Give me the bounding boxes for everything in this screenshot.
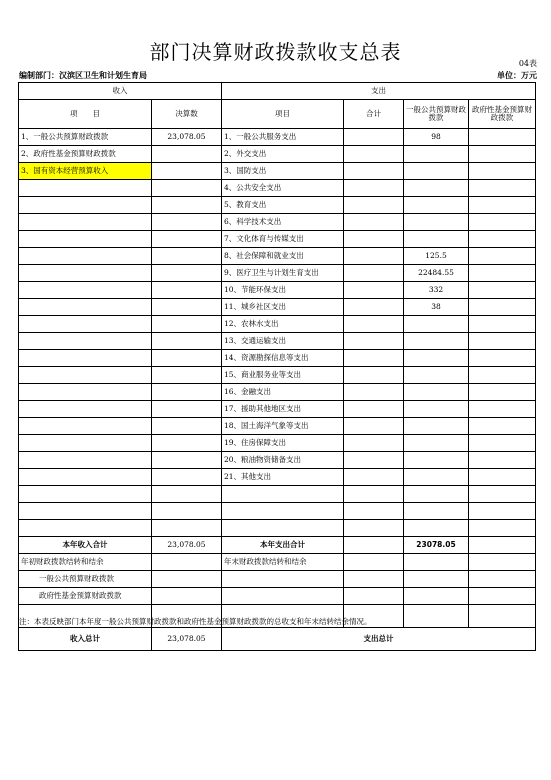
table-row (19, 350, 536, 367)
year-expense-fund (469, 537, 536, 554)
expense-item: 19、住房保障支出 (222, 435, 344, 452)
empty-cell (19, 231, 152, 248)
table-row (19, 316, 536, 333)
expense-item: 8、社会保障和就业支出 (222, 248, 344, 265)
column-header-row (19, 100, 536, 129)
empty-cell (344, 486, 404, 503)
empty-cell (469, 129, 536, 146)
table-row (19, 384, 536, 401)
empty-cell (19, 265, 152, 282)
empty-cell (19, 503, 152, 520)
empty-cell (344, 452, 404, 469)
expense-item: 15、商业服务业等支出 (222, 367, 344, 384)
empty-cell (152, 418, 222, 435)
expense-general-amount: 98 (404, 129, 469, 146)
empty-cell (19, 350, 152, 367)
table-row (19, 180, 536, 197)
empty-cell (344, 129, 404, 146)
expense-general-amount (404, 197, 469, 214)
empty-cell (404, 571, 469, 588)
table-number: 04表 (518, 59, 537, 68)
empty-cell (469, 418, 536, 435)
empty-cell (19, 214, 152, 231)
expense-general-amount: 38 (404, 299, 469, 316)
empty-cell (344, 503, 404, 520)
income-amount: 23,078.05 (152, 129, 222, 146)
empty-cell (152, 197, 222, 214)
empty-cell (344, 231, 404, 248)
empty-cell (469, 180, 536, 197)
empty-cell (19, 197, 152, 214)
income-total-label: 收入总计 (19, 628, 152, 651)
empty-cell (469, 435, 536, 452)
empty-cell (19, 333, 152, 350)
expense-general-amount (404, 333, 469, 350)
empty-cell (19, 469, 152, 486)
empty-cell (469, 282, 536, 299)
table-row (19, 146, 536, 163)
empty-cell (19, 299, 152, 316)
empty-cell (344, 197, 404, 214)
income-amount (152, 146, 222, 163)
empty-cell (344, 316, 404, 333)
empty-cell (469, 554, 536, 571)
expense-general-amount (404, 146, 469, 163)
empty-cell (152, 503, 222, 520)
empty-cell (152, 401, 222, 418)
empty-cell (152, 486, 222, 503)
empty-cell (152, 435, 222, 452)
expense-general-amount: 332 (404, 282, 469, 299)
empty-cell (469, 231, 536, 248)
table-row (19, 418, 536, 435)
empty-cell (344, 146, 404, 163)
expense-general-amount (404, 316, 469, 333)
expense-item: 5、教育支出 (222, 197, 344, 214)
empty-cell (469, 503, 536, 520)
expense-general-amount (404, 435, 469, 452)
empty-cell (469, 299, 536, 316)
expense-item: 14、资源勘探信息等支出 (222, 350, 344, 367)
table-row (19, 129, 536, 146)
empty-cell (469, 367, 536, 384)
empty-cell (344, 333, 404, 350)
empty-cell (152, 282, 222, 299)
empty-cell (344, 554, 404, 571)
empty-cell (469, 605, 536, 628)
empty-cell (19, 282, 152, 299)
expense-item: 12、农林水支出 (222, 316, 344, 333)
expense-general-amount (404, 452, 469, 469)
sub1-label: 一般公共预算财政拨款 (19, 571, 152, 588)
empty-cell (152, 333, 222, 350)
empty-cell (344, 571, 404, 588)
expense-general-amount (404, 180, 469, 197)
empty-cell (469, 520, 536, 537)
empty-cell (469, 384, 536, 401)
col-total: 合计 (344, 100, 404, 129)
empty-cell (344, 350, 404, 367)
table-row (19, 282, 536, 299)
expense-item: 21、其他支出 (222, 469, 344, 486)
empty-cell (19, 316, 152, 333)
expense-item: 17、援助其他地区支出 (222, 401, 344, 418)
empty-cell (404, 605, 469, 628)
table-row (19, 520, 536, 537)
grand-total-row (19, 628, 536, 651)
empty-cell (344, 180, 404, 197)
empty-cell (19, 435, 152, 452)
empty-cell (344, 214, 404, 231)
expense-header: 支出 (222, 83, 536, 100)
empty-cell (344, 163, 404, 180)
empty-cell (469, 316, 536, 333)
col-general: 一般公共预算财政拨款 (404, 100, 469, 129)
sub1-row (19, 571, 536, 588)
expense-general-amount (404, 469, 469, 486)
sub2-row (19, 588, 536, 605)
empty-cell (469, 248, 536, 265)
empty-cell (152, 214, 222, 231)
empty-cell (344, 418, 404, 435)
expense-item: 13、交通运输支出 (222, 333, 344, 350)
empty-cell (469, 588, 536, 605)
empty-cell (469, 571, 536, 588)
income-total-value: 23,078.05 (152, 628, 222, 651)
table-row (19, 248, 536, 265)
empty-cell (344, 435, 404, 452)
empty-cell (469, 350, 536, 367)
empty-cell (404, 503, 469, 520)
table-row (19, 333, 536, 350)
expense-item: 20、粮油物资储备支出 (222, 452, 344, 469)
table-row (19, 265, 536, 282)
expense-item: 16、金融支出 (222, 384, 344, 401)
empty-cell (19, 367, 152, 384)
table-row (19, 231, 536, 248)
expense-item: 3、国防支出 (222, 163, 344, 180)
expense-general-amount (404, 367, 469, 384)
department-label: 编制部门：汉滨区卫生和计划生育局 (19, 71, 147, 80)
col-fund: 政府性基金预算财政拨款 (469, 100, 536, 129)
expense-general-amount: 22484.55 (404, 265, 469, 282)
empty-cell (404, 486, 469, 503)
expense-item: 7、文化体育与传媒支出 (222, 231, 344, 248)
empty-cell (344, 265, 404, 282)
year-total-row (19, 537, 536, 554)
empty-cell (19, 401, 152, 418)
income-amount (152, 163, 222, 180)
table-row (19, 486, 536, 503)
table-row (19, 435, 536, 452)
empty-cell (19, 520, 152, 537)
empty-cell (152, 231, 222, 248)
empty-cell (344, 299, 404, 316)
income-item: 2、政府性基金预算财政拨款 (19, 146, 152, 163)
empty-cell (344, 588, 404, 605)
empty-cell (152, 452, 222, 469)
empty-cell (404, 520, 469, 537)
table-row (19, 367, 536, 384)
table-row (19, 503, 536, 520)
empty-cell (344, 384, 404, 401)
expense-general-amount (404, 350, 469, 367)
expense-general-amount (404, 384, 469, 401)
expense-general-amount (404, 163, 469, 180)
expense-item: 2、外交支出 (222, 146, 344, 163)
empty-cell (469, 265, 536, 282)
empty-cell (404, 588, 469, 605)
empty-cell (222, 503, 344, 520)
expense-general-amount: 125.5 (404, 248, 469, 265)
empty-cell (19, 486, 152, 503)
table-row (19, 214, 536, 231)
empty-cell (222, 571, 344, 588)
income-item: 3、国有资本经营预算收入 (19, 163, 152, 180)
begin-balance-label: 年初财政拨款结转和结余 (19, 554, 152, 571)
empty-cell (19, 248, 152, 265)
expense-item: 4、公共安全支出 (222, 180, 344, 197)
year-income-label: 本年收入合计 (19, 537, 152, 554)
expense-item: 18、国土海洋气象等支出 (222, 418, 344, 435)
empty-cell (152, 180, 222, 197)
table-row (19, 163, 536, 180)
year-income-value: 23,078.05 (152, 537, 222, 554)
expense-item: 10、节能环保支出 (222, 282, 344, 299)
empty-cell (344, 367, 404, 384)
empty-cell (469, 163, 536, 180)
expense-total-label: 支出总计 (222, 628, 536, 651)
year-expense-general: 23078.05 (404, 537, 469, 554)
table-row (19, 197, 536, 214)
empty-cell (152, 299, 222, 316)
budget-table (18, 82, 536, 651)
expense-general-amount (404, 214, 469, 231)
empty-cell (469, 146, 536, 163)
page-title: 部门决算财政拨款收支总表 (149, 40, 402, 64)
expense-general-amount (404, 231, 469, 248)
income-item: 1、一般公共预算财政拨款 (19, 129, 152, 146)
empty-cell (222, 588, 344, 605)
empty-cell (344, 401, 404, 418)
expense-item: 1、一般公共服务支出 (222, 129, 344, 146)
empty-cell (344, 520, 404, 537)
empty-cell (469, 197, 536, 214)
section-header-row (19, 83, 536, 100)
empty-cell (152, 265, 222, 282)
expense-item: 6、科学技术支出 (222, 214, 344, 231)
empty-cell (469, 452, 536, 469)
empty-cell (469, 333, 536, 350)
empty-cell (19, 384, 152, 401)
year-expense-label: 本年支出合计 (222, 537, 344, 554)
balance-row (19, 554, 536, 571)
expense-item: 9、医疗卫生与计划生育支出 (222, 265, 344, 282)
begin-balance-value (152, 554, 222, 571)
sub2-label: 政府性基金预算财政拨款 (19, 588, 152, 605)
col-exp-item: 项目 (222, 100, 344, 129)
year-expense-total (344, 537, 404, 554)
table-row (19, 401, 536, 418)
empty-cell (469, 214, 536, 231)
expense-item: 11、城乡社区支出 (222, 299, 344, 316)
empty-cell (19, 418, 152, 435)
table-row (19, 299, 536, 316)
table-row (19, 469, 536, 486)
col-final-amount: 决算数 (152, 100, 222, 129)
table-row (19, 452, 536, 469)
empty-cell (152, 350, 222, 367)
empty-cell (152, 469, 222, 486)
empty-cell (344, 469, 404, 486)
empty-cell (152, 316, 222, 333)
footnote: 注：本表反映部门本年度一般公共预算财政拨款和政府性基金预算财政拨款的总收支和年末结转结余情况。 (19, 617, 372, 626)
empty-cell (152, 384, 222, 401)
empty-cell (19, 180, 152, 197)
unit-label: 单位：万元 (497, 71, 537, 80)
end-balance-label: 年末财政拨款结转和结余 (222, 554, 344, 571)
empty-cell (469, 486, 536, 503)
empty-cell (152, 520, 222, 537)
empty-cell (469, 401, 536, 418)
empty-cell (152, 588, 222, 605)
col-item: 项 目 (19, 100, 152, 129)
empty-cell (344, 282, 404, 299)
expense-general-amount (404, 401, 469, 418)
empty-cell (222, 520, 344, 537)
empty-cell (152, 571, 222, 588)
expense-general-amount (404, 418, 469, 435)
empty-cell (344, 248, 404, 265)
empty-cell (469, 469, 536, 486)
income-header: 收入 (19, 83, 222, 100)
empty-cell (222, 486, 344, 503)
empty-cell (152, 248, 222, 265)
empty-cell (404, 554, 469, 571)
empty-cell (19, 452, 152, 469)
empty-cell (152, 367, 222, 384)
